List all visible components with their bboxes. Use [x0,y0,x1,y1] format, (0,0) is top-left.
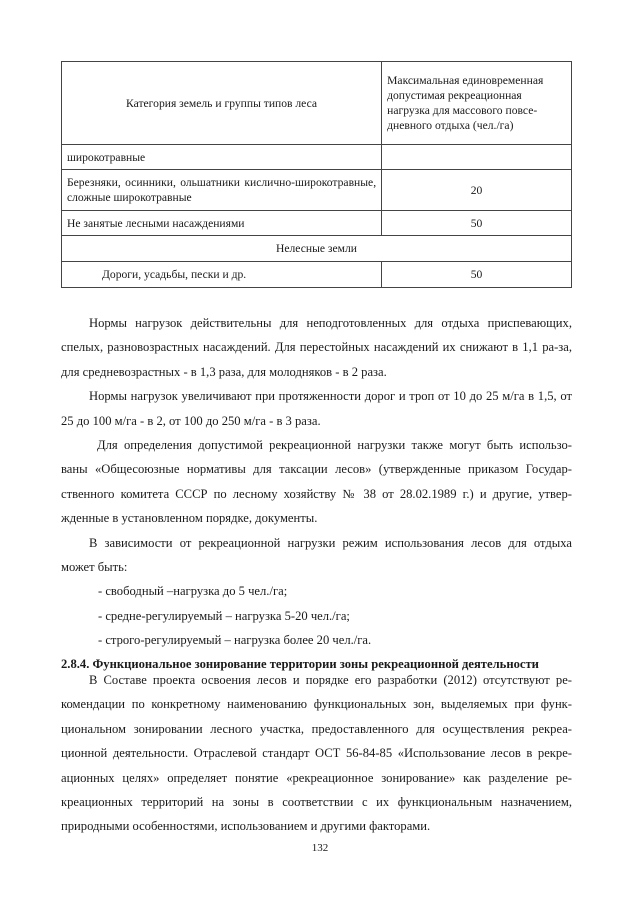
body-text-block [61,311,572,653]
paragraph-regime-intro: В зависимости от рекреационной нагрузки режим использования лесов для отдыха может быть: [61,535,572,575]
table-cell-category: Дороги, усадьбы, пески и др. [62,262,382,288]
table-row [62,145,572,170]
paragraph-standards: Для определения допустимой рекреационной нагрузки также могут быть использо-ваны «Общесоюзные нормативы для таксации лесов» (утвержденные приказом Государ-ственного комитета СССР по лесному хозяйству № 38 от 28.02.1989 г.) и другие, утвер-жденные в установленном порядке, документы. [61,438,572,526]
section-body-block [61,668,572,839]
list-item: - средне-регулируемый – нагрузка 5-20 чел./га; [98,608,350,623]
page-number: 132 [311,842,329,854]
list-item: - строго-регулируемый – нагрузка более 20 чел./га. [98,633,372,648]
table-cell-category: Не занятые лесными насаждениями [62,211,382,236]
list-item: - свободный –нагрузка до 5 чел./га; [98,584,288,599]
header-max-load-cell: Максимальная единовременная допустимая рекреационная нагрузка для массового повсе-дневного отдыха (чел./га) [382,62,572,145]
table-row [62,170,572,211]
table-cell-value: 20 [382,170,572,211]
header-category-cell: Категория земель и группы типов леса [62,62,382,145]
table-row-section-heading [62,236,572,262]
recreational-load-table [61,61,572,288]
paragraph-load-increase: Нормы нагрузок увеличивают при протяженности дорог и троп от 10 до 25 м/га в 1,5, от 25 до 100 м/га - в 2, от 100 до 250 м/га - в 3 раза. [61,389,572,428]
paragraph-load-norms: Нормы нагрузок действительны для неподготовленных для отдыха приспевающих, спелых, разновозрастных насаждений. Для перестойных насаждений их снижают в 1,1 ра-за, для средневозрастных - в 1,3 раза, для молодняков - в 2 раза. [61,316,572,379]
table-cell-nonforest-heading: Нелесные земли [62,236,572,262]
table-cell-value: 50 [382,262,572,288]
table-cell-category: широкотравные [62,145,382,170]
table-cell-value: 50 [382,211,572,236]
table-header-row [62,62,572,145]
table-cell-category: Березняки, осинники, ольшатники кислично-широкотравные, сложные широкотравные [62,170,382,211]
section-heading: 2.8.4. Функциональное зонирование территории зоны рекреационной деятельности [61,657,539,671]
table-row [62,262,572,288]
paragraph-zoning: В Составе проекта освоения лесов и порядке его разработки (2012) отсутствуют ре-комендации по конкретному наименованию функциональных зон, выделяемых при функ-циональном зонировании лесного участка, предоставленного для осуществления рекреа-ционной деятельности. Отраслевой стандарт ОСТ 56-84-85 «Использование лесов в рекре-ационных целях» определяет понятие «рекреационное зонирование» как разделение ре-креационных территорий на зоны в соответствии с их функциональным назначением, природными особенностями, использованием и другими факторами. [61,673,572,834]
table-row [62,211,572,236]
table-cell-value [382,145,572,170]
